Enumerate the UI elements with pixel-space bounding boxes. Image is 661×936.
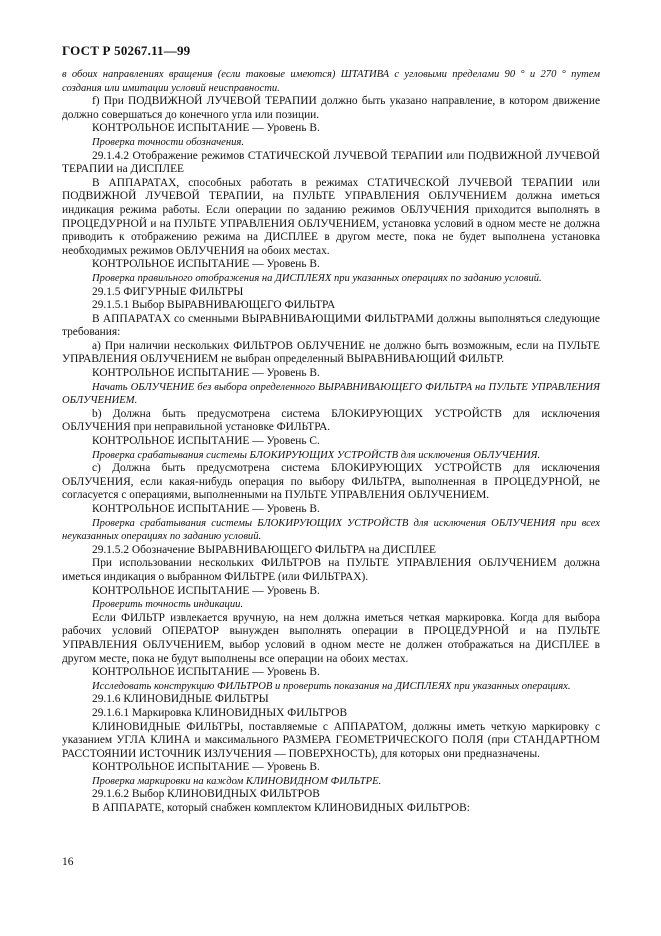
paragraph: Начать ОБЛУЧЕНИЕ без выбора определенного ВЫРАВНИВАЮЩЕГО ФИЛЬТРА на ПУЛЬТЕ УПРАВЛЕНИЯ ОБЛУЧЕНИЕМ. [62,381,600,407]
paragraph: Проверка срабатывания системы БЛОКИРУЮЩИХ УСТРОЙСТВ для исключения ОБЛУЧЕНИЯ при всех неуказанных операциях по заданию условий. [62,517,600,543]
paragraph: 29.1.5.2 Обозначение ВЫРАВНИВАЮЩЕГО ФИЛЬТРА на ДИСПЛЕЕ [92,543,436,556]
paragraph: b) Должна быть предусмотрена система БЛОКИРУЮЩИХ УСТРОЙСТВ для исключения ОБЛУЧЕНИЯ при неправильной установке ФИЛЬТРА. [62,407,600,434]
paragraph: КОНТРОЛЬНОЕ ИСПЫТАНИЕ — Уровень В. [92,761,320,774]
paragraph: 29.1.5.1 Выбор ВЫРАВНИВАЮЩЕГО ФИЛЬТРА [92,299,336,312]
paragraph: В АППАРАТАХ, способных работать в режимах СТАТИЧЕСКОЙ ЛУЧЕВОЙ ТЕРАПИИ или ПОДВИЖНОЙ ЛУЧЕВОЙ ТЕРАПИИ, на ПУЛЬТЕ УПРАВЛЕНИЯ ОБЛУЧЕНИЕМ должна иметься индикация режима работы. Если операции по заданию режимов ОБЛУЧЕНИЯ приходится выполнять в ПРОЦЕДУРНОЙ и на ПУЛЬТЕ УПРАВЛЕНИЯ ОБЛУЧЕНИЕМ, установка условий в одном месте не должна приводить к отображению режима на ДИСПЛЕЕ в другом месте, пока не будет выполнена установка необходимых режимов ОБЛУЧЕНИЯ на обоих местах. [62,176,600,257]
paragraph: КОНТРОЛЬНОЕ ИСПЫТАНИЕ — Уровень С. [92,435,320,448]
standard-header: ГОСТ Р 50267.11—99 [62,43,191,58]
paragraph: Проверка точности обозначения. [92,136,244,148]
paragraph: Проверить точность индикации. [92,599,244,611]
paragraph: 29.1.5 ФИГУРНЫЕ ФИЛЬТРЫ [92,285,244,298]
paragraph: В АППАРАТЕ, который снабжен комплектом КЛИНОВИДНЫХ ФИЛЬТРОВ: [92,802,470,815]
paragraph: КОНТРОЛЬНОЕ ИСПЫТАНИЕ — Уровень В. [92,666,320,679]
paragraph: f) При ПОДВИЖНОЙ ЛУЧЕВОЙ ТЕРАПИИ должно быть указано направление, в котором движение должно совершаться до конечного угла или позиции. [62,95,600,121]
paragraph: В АППАРАТАХ со сменными ВЫРАВНИВАЮЩИМИ ФИЛЬТРАМИ должны выполняться следующие требования: [62,312,600,339]
paragraph: При использовании нескольких ФИЛЬТРОВ на ПУЛЬТЕ УПРАВЛЕНИЯ ОБЛУЧЕНИЕМ должна иметься индикация о выбранном ФИЛЬТРЕ (или ФИЛЬТРАХ). [62,557,600,583]
paragraph: Если ФИЛЬТР извлекается вручную, на нем должна иметься четкая маркировка. Когда для выбора рабочих условий ОПЕРАТОР вынужден выполнять операции в ПРОЦЕДУРНОЙ и на ПУЛЬТЕ УПРАВЛЕНИЯ ОБЛУЧЕНИЕМ, выбор условий в одном месте не должен отображаться на ДИСПЛЕЕ в другом месте, пока не будут выполнены все операции на обоих местах. [62,611,600,665]
paragraph: КОНТРОЛЬНОЕ ИСПЫТАНИЕ — Уровень В. [92,503,320,515]
paragraph: a) При наличии нескольких ФИЛЬТРОВ ОБЛУЧЕНИЕ не должно быть возможным, если на ПУЛЬТЕ УПРАВЛЕНИЯ ОБЛУЧЕНИЕМ не выбран определенный ВЫРАВНИВАЮЩИЙ ФИЛЬТР. [62,339,600,366]
paragraph: Проверка правильного отображения на ДИСПЛЕЯХ при указанных операциях по заданию условий. [92,272,542,284]
document-body [62,68,600,816]
paragraph: КОНТРОЛЬНОЕ ИСПЫТАНИЕ — Уровень В. [92,122,320,135]
page-number: 16 [62,856,74,868]
paragraph: 29.1.6.2 Выбор КЛИНОВИДНЫХ ФИЛЬТРОВ [92,788,320,801]
paragraph: КОНТРОЛЬНОЕ ИСПЫТАНИЕ — Уровень В. [92,258,320,271]
paragraph: 29.1.6.1 Маркировка КЛИНОВИДНЫХ ФИЛЬТРОВ [92,706,348,719]
paragraph: в обоих направлениях вращения (если таковые имеются) ШТАТИВА с угловыми пределами 90 ° и 270 ° путем создания или имитации условий неисправности. [62,69,600,94]
paragraph: КОНТРОЛЬНОЕ ИСПЫТАНИЕ — Уровень В. [92,367,320,380]
paragraph: 29.1.4.2 Отображение режимов СТАТИЧЕСКОЙ ЛУЧЕВОЙ ТЕРАПИИ или ПОДВИЖНОЙ ЛУЧЕВОЙ ТЕРАПИИ на ДИСПЛЕЕ [62,149,600,176]
paragraph: КЛИНОВИДНЫЕ ФИЛЬТРЫ, поставляемые с АППАРАТОМ, должны иметь четкую маркировку с указанием УГЛА КЛИНА и максимального РАЗМЕРА ГЕОМЕТРИЧЕСКОГО ПОЛЯ (при СТАНДАРТНОМ РАССТОЯНИИ ИСТОЧНИК ИЗЛУЧЕНИЯ — ПОВЕРХНОСТЬ), для которых они предназначены. [62,720,600,760]
paragraph: Исследовать конструкцию ФИЛЬТРОВ и проверить показания на ДИСПЛЕЯХ при указанных операциях. [92,680,571,692]
paragraph: c) Должна быть предусмотрена система БЛОКИРУЮЩИХ УСТРОЙСТВ для исключения ОБЛУЧЕНИЯ, если какая-нибудь операция по выбору ФИЛЬТРА, выполненная в ПРОЦЕДУРНОЙ, не согласуется с операциями, выполненными на ПУЛЬТЕ УПРАВЛЕНИЯ ОБЛУЧЕНИЕМ. [62,462,600,502]
paragraph: Проверка срабатывания системы БЛОКИРУЮЩИХ УСТРОЙСТВ для исключения ОБЛУЧЕНИЯ. [92,449,541,461]
paragraph: 29.1.6 КЛИНОВИДНЫЕ ФИЛЬТРЫ [92,693,269,706]
paragraph: Проверка маркировки на каждом КЛИНОВИДНОМ ФИЛЬТРЕ. [92,775,382,787]
paragraph: КОНТРОЛЬНОЕ ИСПЫТАНИЕ — Уровень В. [92,584,320,597]
